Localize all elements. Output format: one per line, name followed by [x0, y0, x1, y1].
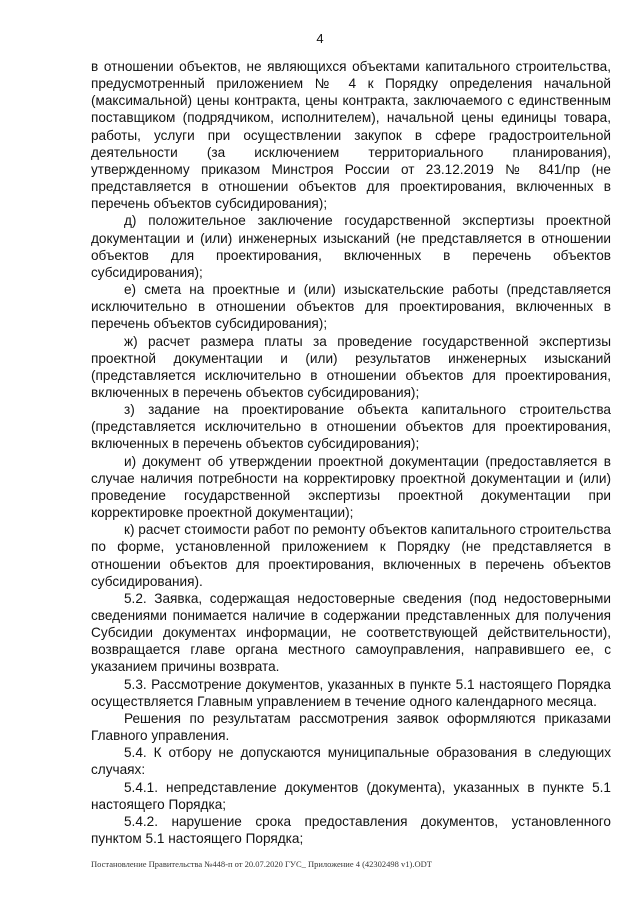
paragraph-5-4-1: 5.4.1. непредставление документов (документа), указанных в пункте 5.1 настоящего Порядка; — [91, 779, 611, 812]
paragraph-5-4-2: 5.4.2. нарушение срока предоставления документов, установленного пунктом 5.1 настоящего Порядка; — [91, 813, 611, 847]
paragraph-item-d: д) положительное заключение государственной экспертизы проектной документации и (или) инженерных изысканий (не представляется в отношении объектов для проектирования, включенных в перечень объектов субсидирования); — [91, 213, 611, 280]
paragraph-5-2: 5.2. Заявка, содержащая недостоверные сведения (под недостоверными сведениями понимается наличие в содержании представленных для получения Субсидии документах информации, не соответствующей действительности), возвращается главе органа местного самоуправления, направившего ее, с указанием причины возврата. — [91, 590, 611, 675]
document-footer: Постановление Правительства №448-п от 20.07.2020 ГУС_ Приложение 4 (42302498 v1).ODT — [91, 859, 432, 869]
paragraph-5-3: 5.3. Рассмотрение документов, указанных в пункте 5.1 настоящего Порядка осуществляется Главным управлением в течение одного календарного месяца. — [91, 676, 611, 709]
paragraph-decisions: Решения по результатам рассмотрения заявок оформляются приказами Главного управления. — [91, 710, 611, 744]
paragraph-item-i: и) документ об утверждении проектной документации (предоставляется в случае наличия потребности на корректировку проектной документации и (или) проведение государственной экспертизы проектной документации при корректировке проектной документации); — [91, 453, 611, 521]
paragraph-item-k: к) расчет стоимости работ по ремонту объектов капитального строительства по форме, установленной приложением к Порядку (не представляется в отношении объектов для проектирования, включенных в перечень объектов субсидирования). — [91, 522, 611, 589]
paragraph-item-z: з) задание на проектирование объекта капитального строительства (представляется исключительно в отношении объектов для проектирования, включенных в перечень объектов субсидирования); — [91, 402, 611, 452]
paragraph-5-4: 5.4. К отбору не допускаются муниципальные образования в следующих случаях: — [91, 745, 611, 778]
paragraph-continuation: в отношении объектов, не являющихся объектами капитального строительства, предусмотренный приложением № 4 к Порядку определения начальной (максимальной) цены контракта, цены контракта, заключаемого с единственным поставщиком (подрядчиком, исполнителем), начальной цены единицы товара, работы, услуги при осуществлении закупок в сфере градостроительной деятельности (за исключением территориального планирования), утвержденному приказом Минстроя России от 23.12.2019 № 841/пр (не представляется в отношении объектов для проектирования, включенных в перечень объектов субсидирования); — [91, 59, 611, 212]
document-body — [91, 58, 611, 847]
paragraph-item-e: е) смета на проектные и (или) изыскательские работы (представляется исключительно в отношении объектов для проектирования, включенных в перечень объектов субсидирования); — [91, 282, 611, 332]
page-number: 4 — [316, 31, 324, 46]
paragraph-item-zh: ж) расчет размера платы за проведение государственной экспертизы проектной документации и (или) результатов инженерных изысканий (представляется исключительно в отношении объектов для проектирования, включенных в перечень объектов субсидирования); — [91, 333, 611, 400]
